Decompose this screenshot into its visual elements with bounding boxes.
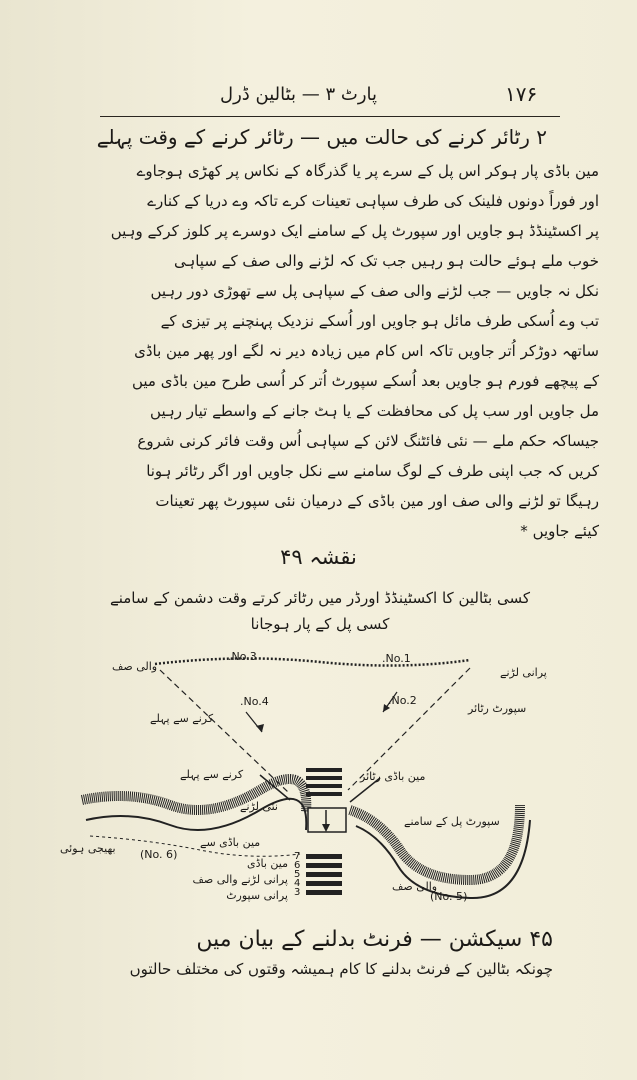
label-support-retire: سپورٹ رٹائر <box>468 702 527 715</box>
body-line: کیئے جاویں * <box>520 522 599 540</box>
body-line: پر اکسٹینڈڈ ہو جاویں اور سپورٹ پل کے سامنے ایک دوسرے پر کلوز کرکے وہیں <box>110 222 599 240</box>
label-main-body-retire: مین باڈی رٹائر <box>360 770 426 783</box>
body-line: مل جاویں اور سب پل کی محافظت کے یا ہٹ جانے کے واسطے تیار رہیں <box>150 402 599 420</box>
page-number: ۱۷۶ <box>505 82 538 106</box>
body-line: خوب ملے ہوئے حالت ہو رہیں جب تک کہ لڑنے والی صف کے سپاہی <box>173 252 599 270</box>
label-wali-saf: والی صف <box>112 660 158 673</box>
body-line: تب وے اُسکی طرف مائل ہو جاویں اور اُسکے نزدیک پہنچنے پر تیزی کے <box>160 312 599 330</box>
body-line: رہیگا تو لڑنے والی صف اور مین باڈی کے درمیان نئی سپورٹ پھر تعینات <box>155 492 599 510</box>
label-no2: No.2. <box>388 694 417 707</box>
main-body-block <box>306 768 342 796</box>
legend-num: 5 <box>294 869 301 880</box>
running-head: پارٹ ۳ — بٹالین ڈرل <box>220 84 378 105</box>
label-no6: (No. 6) <box>140 848 178 861</box>
legend-label: پرانی سپورٹ <box>226 889 288 902</box>
section-45-heading: ۴۵ سیکشن — فرنٹ بدلنے کے بیان میں <box>196 927 553 952</box>
label-karne-se-pehle-mid: کرنے سے پہلے <box>180 768 244 781</box>
page-header <box>0 82 637 122</box>
label-purani-larne: پرانی لڑنے <box>500 666 547 679</box>
bridge-diagram <box>60 640 560 925</box>
legend-num: 7 <box>294 851 301 862</box>
label-main-body-se: مین باڈی سے <box>200 836 261 849</box>
legend-label: پرانی لڑنے والی صف <box>192 873 288 886</box>
label-bheji-hui: بھیجی ہوئی <box>60 842 116 855</box>
label-wali-saf-low: والی صف <box>392 880 438 893</box>
body-line: جیساکہ حکم ملے — نئی فائٹنگ لائن کے سپاہی اُس وقت فائر کرنی شروع <box>137 432 599 450</box>
map-caption-line: کسی پل کے پار ہوجانا <box>250 615 390 633</box>
map-title: نقشہ ۴۹ <box>280 545 357 569</box>
label-nayi-larne: نئی لڑنے <box>240 800 278 813</box>
legend-labels <box>178 856 288 904</box>
legend-blocks <box>306 854 342 895</box>
label-karne-se-pehle-top: کرنے سے پہلے <box>150 712 214 725</box>
fighting-line-left <box>90 836 300 856</box>
body-line: اور فوراً دونوں فلینک کی طرف سپاہی تعینات کرے تاکہ وے دریا کے کنارے <box>147 192 599 210</box>
label-support-pul: سپورٹ پل کے سامنے <box>404 815 500 828</box>
map-caption-line: کسی بٹالین کا اکسٹینڈڈ اورڈر میں رٹائر کرتے وقت دشمن کے سامنے <box>109 589 531 607</box>
last-line: چونکہ بٹالین کے فرنٹ بدلنے کا کام ہمیشہ وقتوں کی مختلف حالتوں <box>129 960 553 978</box>
body-line: مین باڈی پار ہوکر اس پل کے سرے پر یا گذرگاہ کے نکاس پر کھڑی ہوجاوے <box>136 162 599 180</box>
header-rule <box>100 116 560 117</box>
old-fighting-line <box>155 658 470 665</box>
label-no4: No.4. <box>240 695 269 708</box>
legend-num: 3 <box>294 887 301 898</box>
body-line: نکل نہ جاویں — جب لڑنے والی صف کے سپاہی پل سے تھوڑی دور رہیں <box>150 282 599 300</box>
label-no5: (No. 5) <box>430 890 468 903</box>
label-no1: No.1. <box>382 652 411 665</box>
body-line: کے پیچھے فورم ہو جاویں بعد اُسکے سپورٹ اُتر کر اُسی طرح مین باڈی میں <box>131 372 599 390</box>
body-text <box>54 156 599 546</box>
section-2-heading: ۲ رٹائر کرنے کی حالت میں — رٹائر کرنے کے وقت پہلے <box>96 125 547 149</box>
body-line: کریں کہ جب اپنی طرف کے لوگ سامنے سے نکل جاویں اور اگر رٹائر ہونا <box>146 462 599 480</box>
legend-label: مین باڈی <box>246 857 288 870</box>
legend-numbers <box>294 852 300 897</box>
legend-num: 4 <box>294 878 301 889</box>
map-caption <box>90 585 550 637</box>
label-no3: No.3. <box>228 650 257 663</box>
body-line: ساتھہ دوڑکر اُتر جاویں تاکہ اس کام میں زیادہ دیر نہ لگے اور پھر مین باڈی <box>134 342 599 360</box>
legend-num: 6 <box>294 860 301 871</box>
